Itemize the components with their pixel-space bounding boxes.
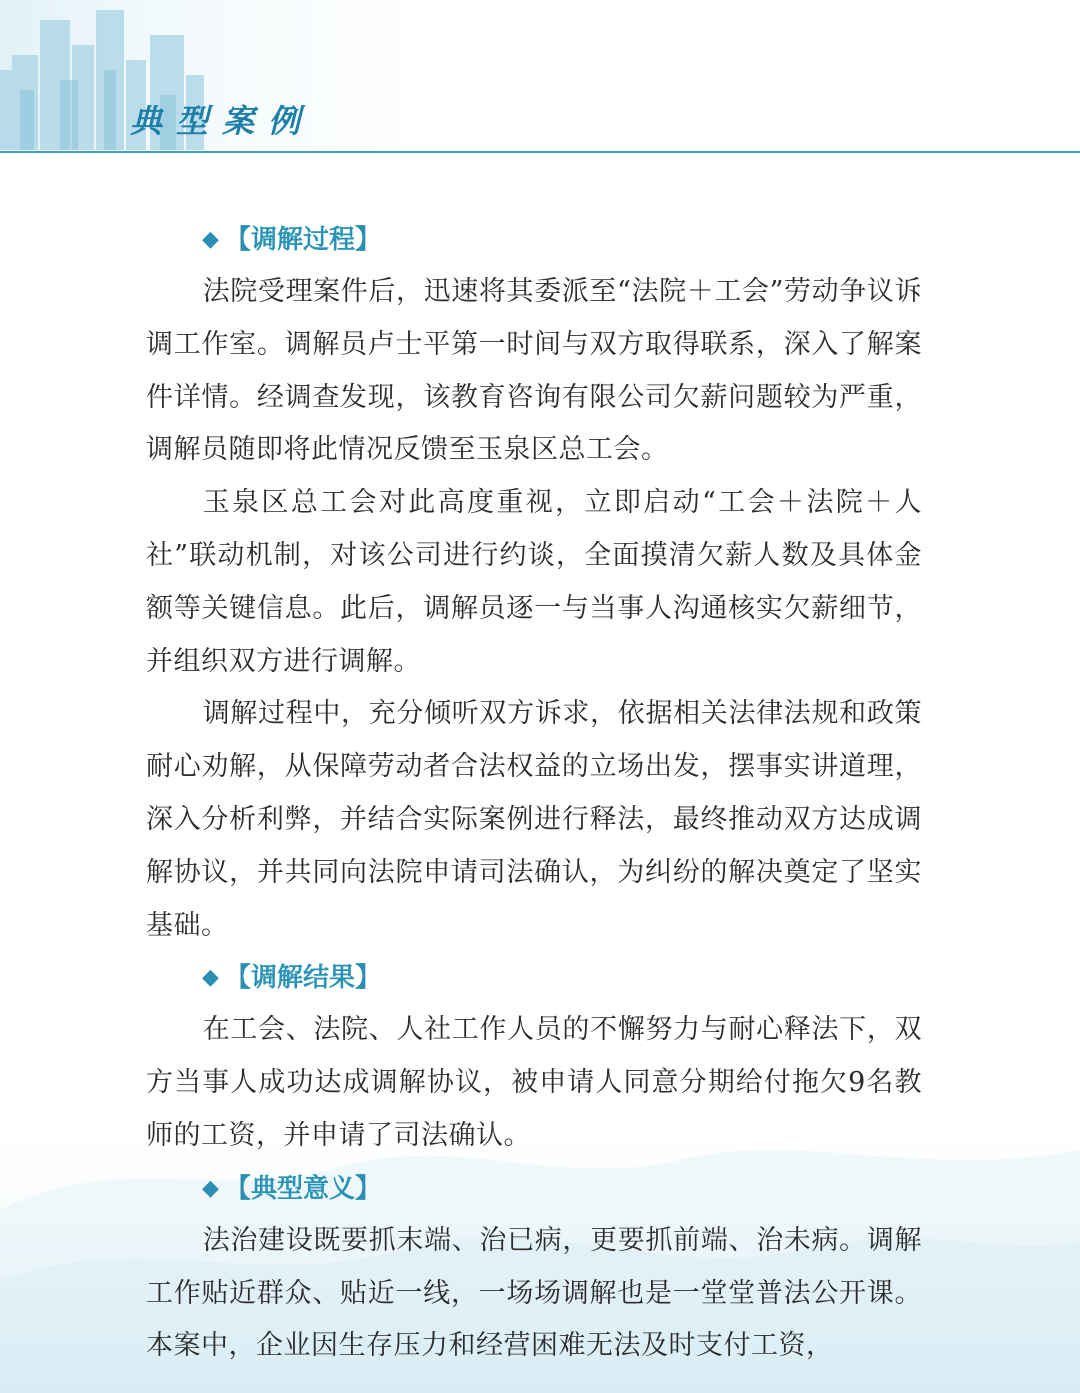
section-heading-significance: ◆ 【 典型意义 】 [146, 1163, 922, 1215]
article-body [146, 214, 922, 1373]
section-heading-label: 典型意义 [250, 1173, 355, 1204]
section-heading-process: ◆ 【 调解过程 】 [146, 214, 922, 266]
paragraph: 法院受理案件后，迅速将其委派至“法院＋工会”劳动争议诉调工作室。调解员卢士平第一时间与双方取得联系，深入了解案件详情。经调查发现，该教育咨询有限公司欠薪问题较为严重，调解员随即将此情况反馈至玉泉区总工会。 [146, 276, 922, 466]
paragraph: 法治建设既要抓末端、治已病，更要抓前端、治未病。调解工作贴近群众、贴近一线，一场场调解也是一堂堂普法公开课。本案中，企业因生存压力和经营困难无法及时支付工资， [146, 1224, 922, 1362]
header-divider [0, 151, 1080, 153]
section-heading-label: 调解过程 [250, 225, 355, 255]
paragraph: 调解过程中，充分倾听双方诉求，依据相关法律法规和政策耐心劝解，从保障劳动者合法权益的立场出发，摆事实讲道理，深入分析利弊，并结合实际案例进行释法，最终推动双方达成调解协议，并共同向法院申请司法确认，为纠纷的解决奠定了坚实基础。 [146, 698, 922, 941]
diamond-bullet-icon: ◆ [202, 965, 219, 991]
page-header-title: 典型案例 [130, 102, 315, 140]
paragraph: 玉泉区总工会对此高度重视，立即启动“工会＋法院＋人社”联动机制，对该公司进行约谈，全面摸清欠薪人数及具体金额等关键信息。此后，调解员逐一与当事人沟通核实欠薪细节，并组织双方进行调解。 [146, 487, 922, 677]
paragraph: 在工会、法院、人社工作人员的不懈努力与耐心释法下，双方当事人成功达成调解协议，被申请人同意分期给付拖欠9名教师的工资，并申请了司法确认。 [146, 1014, 922, 1151]
diamond-bullet-icon: ◆ [202, 1175, 219, 1201]
section-heading-label: 调解结果 [250, 963, 355, 994]
section-heading-result: ◆ 【 调解结果 】 [146, 952, 922, 1004]
diamond-bullet-icon: ◆ [202, 227, 219, 252]
